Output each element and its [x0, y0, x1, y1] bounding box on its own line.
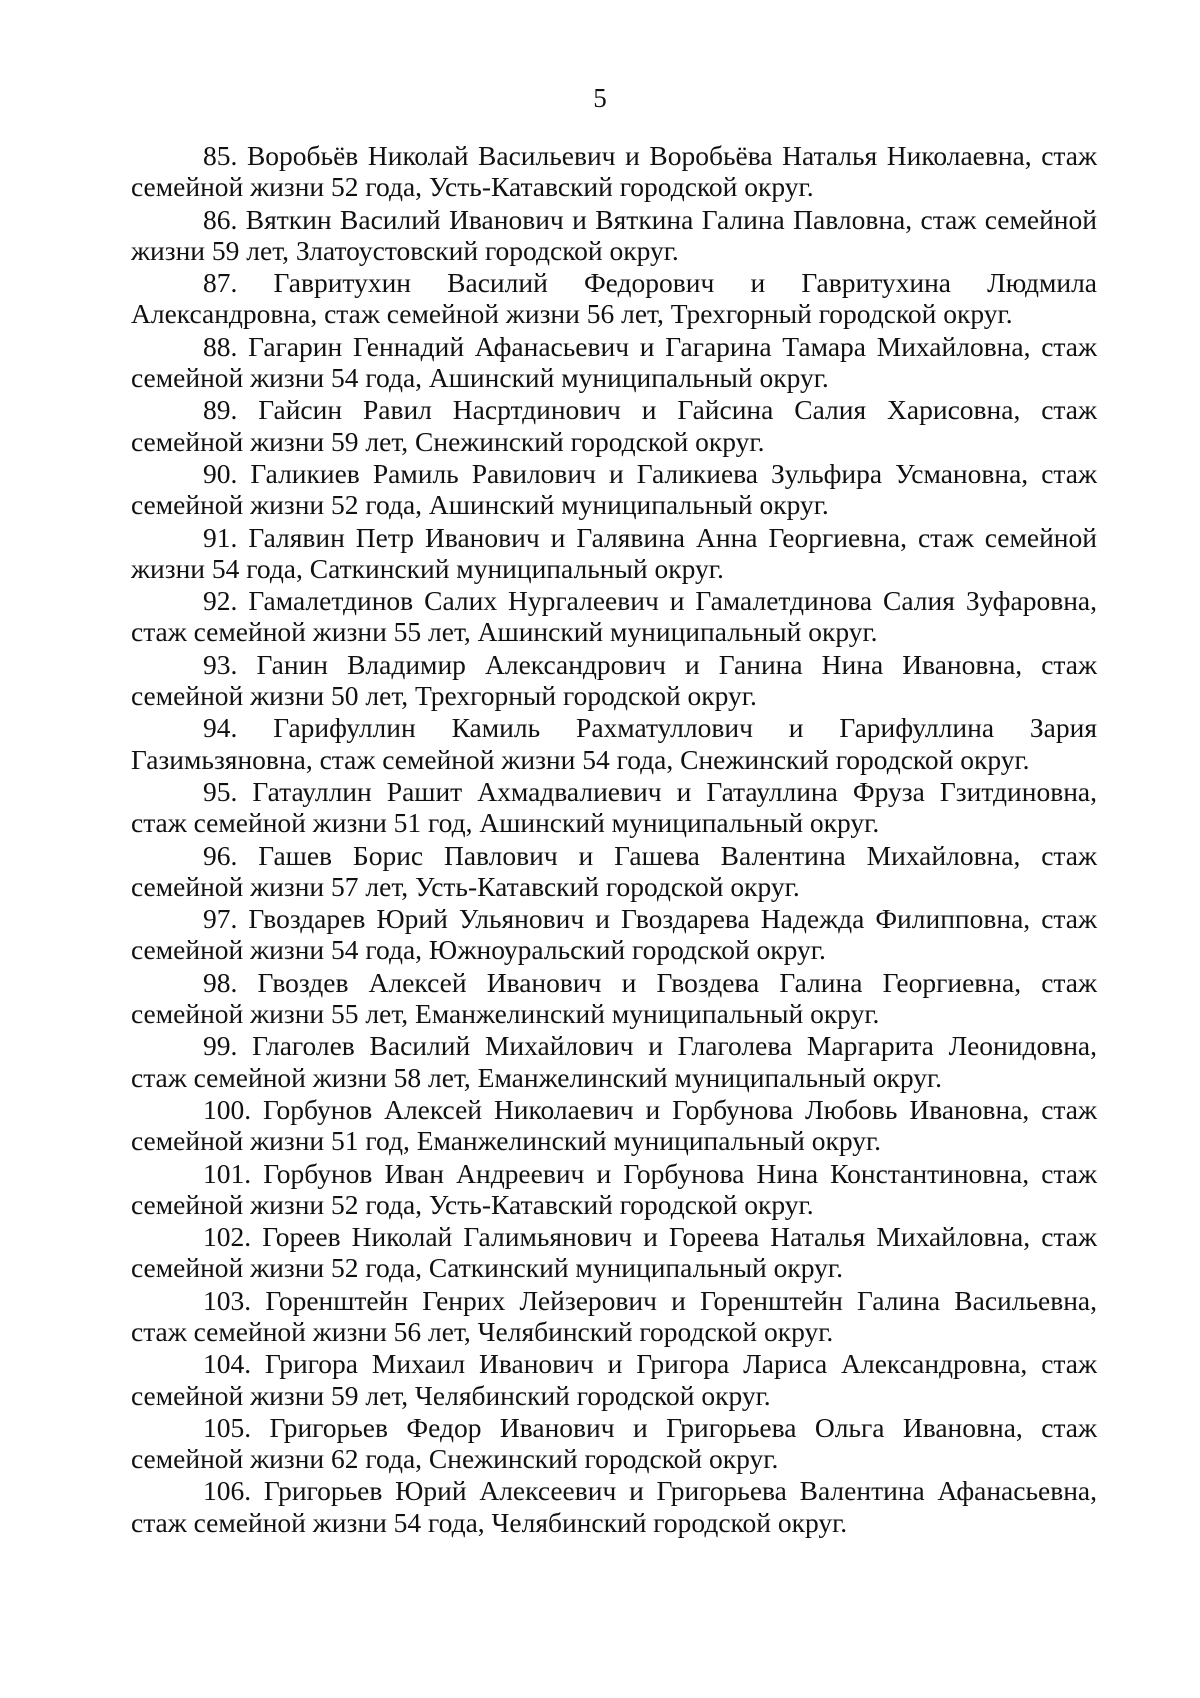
list-item: 96. Гашев Борис Павлович и Гашева Валентина Михайловна, стаж семейной жизни 57 лет, Усть-Катавский городской округ.: [131, 839, 1097, 902]
list-item: 91. Галявин Петр Иванович и Галявина Анна Георгиевна, стаж семейной жизни 54 года, Саткинский муниципальный округ.: [131, 521, 1097, 584]
list-item: 86. Вяткин Василий Иванович и Вяткина Галина Павловна, стаж семейной жизни 59 лет, Златоустовский городской округ.: [131, 203, 1097, 266]
list-item: 92. Гамалетдинов Салих Нургалеевич и Гамалетдинова Салия Зуфаровна, стаж семейной жизни 55 лет, Ашинский муниципальный округ.: [131, 585, 1097, 648]
list-item: 97. Гвоздарев Юрий Ульянович и Гвоздарева Надежда Филипповна, стаж семейной жизни 54 года, Южноуральский городской округ.: [131, 903, 1097, 966]
list-item: 99. Глаголев Василий Михайлович и Глаголева Маргарита Леонидовна, стаж семейной жизни 58 лет, Еманжелинский муниципальный округ.: [131, 1030, 1097, 1093]
list-item: 94. Гарифуллин Камиль Рахматуллович и Гарифуллина Зария Газимьзяновна, стаж семейной жизни 54 года, Снежинский городской округ.: [131, 712, 1097, 775]
list-item: 87. Гавритухин Василий Федорович и Гавритухина Людмила Александровна, стаж семейной жизни 56 лет, Трехгорный городской округ.: [131, 267, 1097, 330]
page-number: 5: [593, 83, 607, 113]
list-item: 102. Гореев Николай Галимьянович и Гореева Наталья Михайловна, стаж семейной жизни 52 года, Саткинский муниципальный округ.: [131, 1221, 1097, 1284]
list-item: 106. Григорьев Юрий Алексеевич и Григорьева Валентина Афанасьевна, стаж семейной жизни 54 года, Челябинский городской округ.: [131, 1475, 1097, 1538]
list-item: 104. Григора Михаил Иванович и Григора Лариса Александровна, стаж семейной жизни 59 лет, Челябинский городской округ.: [131, 1348, 1097, 1411]
list-item: 90. Галикиев Рамиль Равилович и Галикиева Зульфира Усмановна, стаж семейной жизни 52 года, Ашинский муниципальный округ.: [131, 457, 1097, 521]
entry-list: [131, 140, 1097, 1539]
list-item: 89. Гайсин Равил Насртдинович и Гайсина Салия Харисовна, стаж семейной жизни 59 лет, Снежинский городской округ.: [131, 394, 1097, 457]
list-item: 95. Гатауллин Рашит Ахмадвалиевич и Гатауллина Фруза Гзитдиновна, стаж семейной жизни 51 год, Ашинский муниципальный округ.: [131, 775, 1097, 839]
list-item: 100. Горбунов Алексей Николаевич и Горбунова Любовь Ивановна, стаж семейной жизни 51 год, Еманжелинский муниципальный округ.: [131, 1093, 1097, 1157]
list-item: 93. Ганин Владимир Александрович и Ганина Нина Ивановна, стаж семейной жизни 50 лет, Трехгорный городской округ.: [131, 648, 1097, 712]
list-item: 88. Гагарин Геннадий Афанасьевич и Гагарина Тамара Михайловна, стаж семейной жизни 54 года, Ашинский муниципальный округ.: [131, 330, 1097, 394]
list-item: 98. Гвоздев Алексей Иванович и Гвоздева Галина Георгиевна, стаж семейной жизни 55 лет, Еманжелинский муниципальный округ.: [131, 966, 1097, 1030]
list-item: 103. Горенштейн Генрих Лейзерович и Горенштейн Галина Васильевна, стаж семейной жизни 56 лет, Челябинский городской округ.: [131, 1284, 1097, 1347]
list-item: 105. Григорьев Федор Иванович и Григорьева Ольга Ивановна, стаж семейной жизни 62 года, Снежинский городской округ.: [131, 1411, 1097, 1475]
list-item: 85. Воробьёв Николай Васильевич и Воробьёва Наталья Николаевна, стаж семейной жизни 52 года, Усть-Катавский городской округ.: [131, 140, 1097, 203]
list-item: 101. Горбунов Иван Андреевич и Горбунова Нина Константиновна, стаж семейной жизни 52 года, Усть-Катавский городской округ.: [131, 1157, 1097, 1220]
